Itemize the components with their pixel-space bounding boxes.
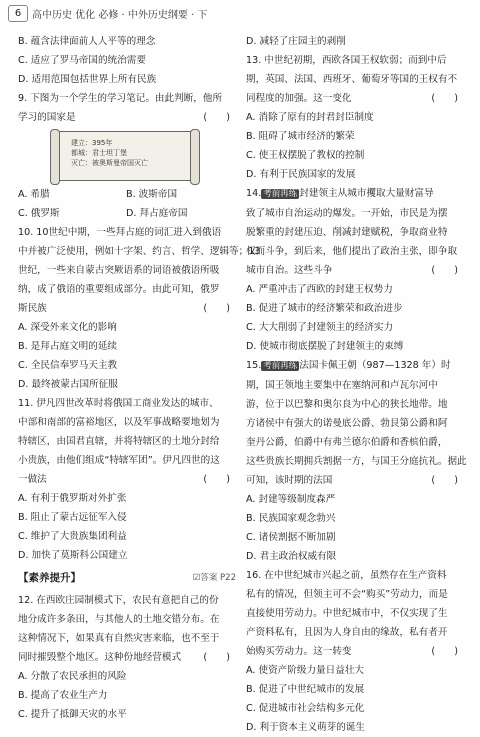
question-text: 这种情况下，如果真有自然灾害来临，也不至于 [18,633,220,644]
question-text: 学习的国家是 ( ) [18,108,236,127]
option[interactable]: A. 希腊 [18,189,50,200]
option[interactable]: A. 深受外来文化的影响 [18,322,117,333]
question-text: 中部和南部的富裕地区，以及军事战略要地划为 [18,417,220,428]
option[interactable]: C. 适应了罗马帝国的统治需要 [18,55,146,66]
header-title: 高中历史 优化 必修 · 中外历史纲要 · 下 [32,10,208,21]
question-text: 中并被广泛使用，例如十字架、约言、哲学、逻辑等；13 [18,246,261,257]
section-title: 【素养提升】 [18,572,81,584]
option[interactable]: B. 阻碍了城市经济的繁荣 [246,131,355,142]
option[interactable]: B. 促进了城市的经济繁荣和政治进步 [246,303,403,314]
answer-paren: ( ) [203,652,230,663]
question-text: 世纪，一些来自蒙古突厥语系的词语被俄语所吸 [18,265,220,276]
question-text: 游，位于以巴黎和奥尔良为中心的狭长地带。地 [246,399,448,410]
option[interactable]: D. 君主政治权威有限 [246,551,337,562]
question-text: 权而斗争，到后来，他们提出了政治主张，即争取 [246,246,458,257]
question-text: 14. 考前再练 封建领主从城市攫取大量财富导 [246,188,434,199]
question-text: 同时摧毁整个地区。这种份地经营模式 ( ) [18,648,236,667]
scroll-roll-icon [50,129,60,185]
option[interactable]: D. 拜占庭帝国 [126,208,188,219]
question-text: 同程度的加强。这一变化 ( ) [246,89,464,108]
question-11 [18,394,236,565]
option[interactable]: C. 维护了大贵族集团利益 [18,531,127,542]
option[interactable]: C. 大大削弱了封建领主的经济实力 [246,322,394,333]
option[interactable]: A. 分散了农民承担的风险 [18,671,127,682]
question-text: 奎丹公爵，伯爵中有弗兰德尔伯爵和香槟伯爵， [246,437,448,448]
question-text: 产资料私有，且因为人身自由的缘故，私有者开 [246,627,448,638]
options-row [18,185,236,204]
answer-page-link[interactable]: ☑答案 P22 [192,573,236,583]
question-text: 致了城市自治运动的爆发。一开始，市民是为摆 [246,208,448,219]
option[interactable]: D. 有利于民族国家的发展 [246,169,356,180]
option[interactable]: A. 消除了原有的封君封臣制度 [246,112,374,123]
question-text: 城市自治。这些斗争 ( ) [246,261,464,280]
option[interactable]: C. 诸侯割据不断加剧 [246,532,336,543]
answer-paren: ( ) [203,474,230,485]
question-9 [18,89,236,223]
practice-tag: 考前再练 [263,361,298,371]
option[interactable]: A. 严重冲击了西欧的封建王权势力 [246,284,393,295]
question-text: 地分成许多条田，与其他人的土地交错分布。在 [18,614,220,625]
option[interactable]: B. 蕴含法律面前人人平等的理念 [18,36,156,47]
question-15 [246,356,467,566]
question-text: 9. 下图为一个学生的学习笔记。由此判断，他所 [18,93,223,104]
question-text: 16. 在中世纪城市兴起之前，虽然存在生产资料 [246,570,447,581]
option[interactable]: D. 加快了莫斯科公国建立 [18,550,128,561]
left-column [18,32,261,724]
page-number: 6 [8,5,28,22]
question-text: 12. 在西欧庄园制模式下，农民有意把自己的份 [18,595,219,606]
option[interactable]: B. 波斯帝国 [126,189,178,200]
option[interactable]: B. 促进了中世纪城市的发展 [246,684,365,695]
answer-paren: ( ) [431,265,458,276]
question-text: 脱繁重的封建压迫、削减封建赋税，争取商业特 [246,227,448,238]
option[interactable]: C. 全民信奉罗马天主教 [18,360,118,371]
section-header [18,569,236,588]
question-text: 这些贵族长期拥兵割据一方，与国王分庭抗礼。据此 [246,456,467,467]
question-text: 特辖区，由国君直辖，并将特辖区的土地分封给 [18,436,220,447]
answer-paren: ( ) [431,646,458,657]
question-13 [246,51,464,184]
option[interactable]: D. 最终被蒙古国所征服 [18,379,118,390]
option[interactable]: B. 是拜占庭文明的延续 [18,341,118,352]
question-text: 始购买劳动力。这一转变 ( ) [246,642,464,661]
question-text: 期，英国、法国、西班牙、葡萄牙等国的王权有不 [246,74,458,85]
answer-paren: ( ) [203,112,230,123]
question-text: 13. 中世纪初期，西欧各国王权软弱；而到中后 [246,55,447,66]
question-text: 11. 伊凡四世改革时将俄国工商业发达的城市、 [18,398,219,409]
page-header [0,0,480,26]
option[interactable]: C. 促进城市社会结构多元化 [246,703,365,714]
question-16 [246,566,464,737]
scroll-roll-icon [190,129,200,185]
right-column [246,32,467,737]
answer-paren: ( ) [431,475,458,486]
question-14 [246,184,464,356]
practice-tag: 考前再练 [263,189,298,199]
question-text: 一做法 ( ) [18,470,236,489]
study-note-scroll [54,131,196,181]
answer-paren: ( ) [203,303,230,314]
question-12 [18,591,236,724]
question-text: 期，国王领地主要集中在塞纳河和卢瓦尔河中 [246,380,438,391]
option[interactable]: C. 提升了抵御天灾的水平 [18,709,127,720]
question-text: 15. 考前再练 法国卡佩王朝（987—1328 年）时 [246,360,451,371]
options-row [18,204,236,223]
answer-paren: ( ) [431,93,458,104]
option[interactable]: D. 使城市彻底摆脱了封建领主的束缚 [246,341,404,352]
question-text: 可知，该时期的法国 ( ) [246,471,464,490]
option[interactable]: A. 使资产阶级力量日益壮大 [246,665,365,676]
option[interactable]: A. 封建等级制度森严 [246,494,336,505]
note-text: 建立：395年 都城：君士坦丁堡 灭亡：被奥斯曼帝国灭亡 [71,139,148,167]
option[interactable]: B. 提高了农业生产力 [18,690,108,701]
question-text: 私有的情况，但领主可不会“购买”劳动力，而是 [246,589,448,600]
option[interactable]: C. 俄罗斯 [18,208,60,219]
option[interactable]: A. 有利于俄罗斯对外扩张 [18,493,127,504]
question-text: 直接使用劳动力。中世纪城市中，不仅实现了生 [246,608,448,619]
option[interactable]: C. 使王权摆脱了教权的控制 [246,150,365,161]
question-text: 10. 10世纪中期，一些拜占庭的词汇进入到俄语 [18,227,222,238]
question-text: 斯民族 ( ) [18,299,236,318]
option[interactable]: D. 利于资本主义萌芽的诞生 [246,722,366,733]
option[interactable]: B. 阻止了蒙古远征军入侵 [18,512,127,523]
option[interactable]: D. 适用范围包括世界上所有民族 [18,74,157,85]
question-text: 小贵族，由他们组成“特辖军团”。伊凡四世的这 [18,455,220,466]
option[interactable]: B. 民族国家观念勃兴 [246,513,336,524]
question-10 [18,223,261,394]
question-text: 方诸侯中有强大的诺曼底公爵、勃艮第公爵和阿 [246,418,448,429]
question-text: 纳，成了俄语的重要组成部分。由此可知，俄罗 [18,284,220,295]
option[interactable]: D. 减轻了庄园主的剥削 [246,36,346,47]
